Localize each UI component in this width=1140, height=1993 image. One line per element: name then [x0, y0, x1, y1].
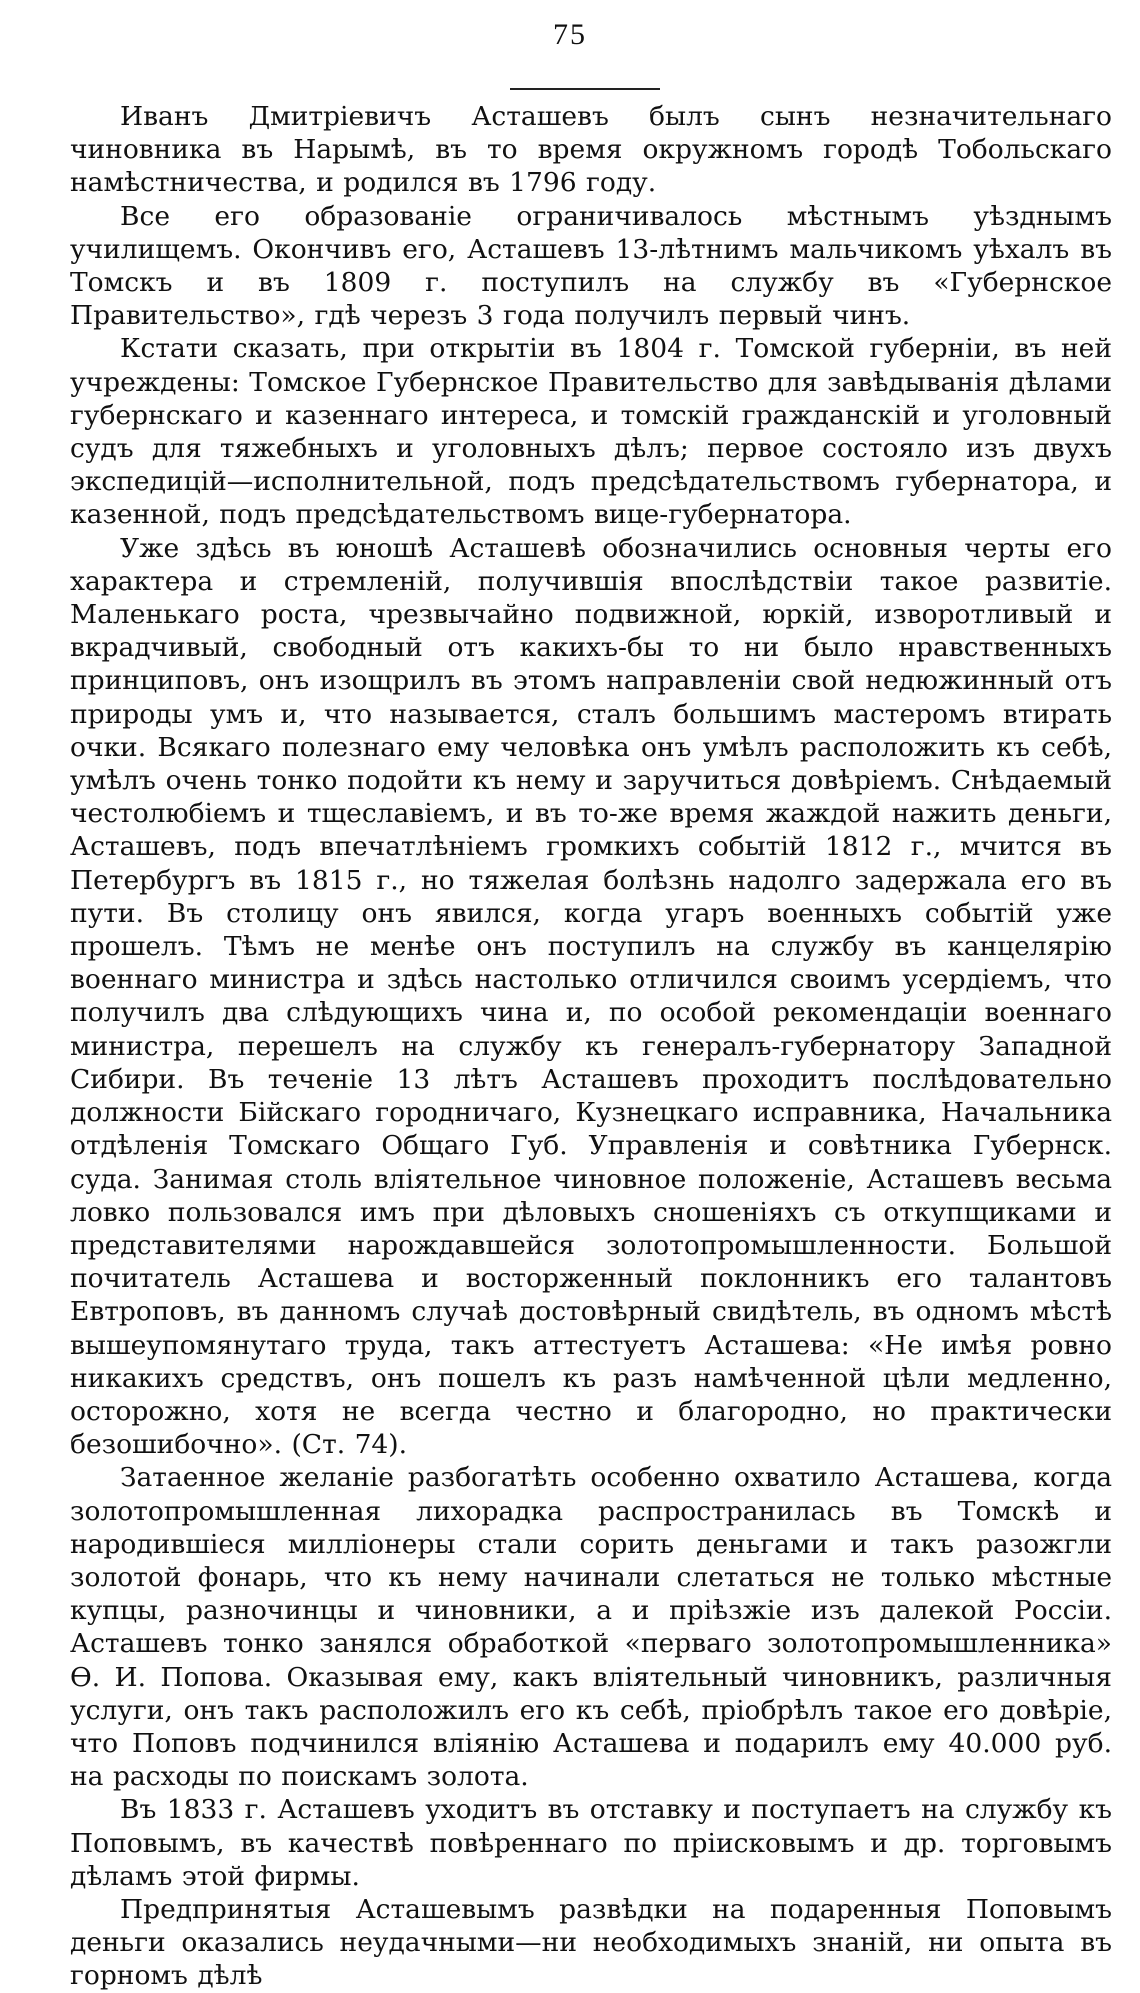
paragraph: Иванъ Дмитріевичъ Асташевъ былъ сынъ незначительнаго чиновника въ Нарымѣ, въ то время окружномъ городѣ Тобольскаго намѣстничества, и родился въ 1796 году. [70, 101, 1112, 199]
page-number: 75 [553, 18, 587, 51]
paragraph: Въ 1833 г. Асташевъ уходитъ въ отставку и поступаетъ на службу къ Поповымъ, въ качествѣ повѣреннаго по пріисковымъ и др. торговымъ дѣламъ этой фирмы. [70, 1794, 1112, 1892]
paragraph: Предпринятыя Асташевымъ развѣдки на подаренныя Поповымъ деньги оказались неудачными—ни необходимыхъ знаній, ни опыта въ горномъ дѣлѣ [70, 1893, 1112, 1992]
paragraph: Кстати сказать, при открытіи въ 1804 г. Томской губерніи, въ ней учреждены: Томское Губернское Правительство для завѣдыванія дѣлами губернскаго и казеннаго интереса, и томскій гражданскій и уголовный судъ для тяжебныхъ и уголовныхъ дѣлъ; первое состояло изъ двухъ экспедицій—исполнительной, подъ предсѣдательствомъ губернатора, и казенной, подъ предсѣдательствомъ вице-губернатора. [70, 333, 1112, 531]
page-number-rule [510, 88, 660, 90]
paragraph: Затаенное желаніе разбогатѣть особенно охватило Асташева, когда золотопромышленная лихорадка распространилась въ Томскѣ и народившіеся милліонеры стали сорить деньгами и такъ разожгли золотой фонарь, что къ нему начинали слетаться не только мѣстные купцы, разночинцы и чиновники, а и пріѣзжіе изъ далекой Россіи. Асташевъ тонко занялся обработкой «перваго золотопромышленника» Ѳ. И. Попова. Оказывая ему, какъ вліятельный чиновникъ, различныя услуги, онъ такъ расположилъ его къ себѣ, пріобрѣлъ такое его довѣріе, что Поповъ подчинился вліянію Асташева и подарилъ ему 40.000 руб. на расходы по поискамъ золота. [70, 1462, 1112, 1793]
paragraph: Все его образованіе ограничивалось мѣстнымъ уѣзднымъ училищемъ. Окончивъ его, Асташевъ 13-лѣтнимъ мальчикомъ уѣхалъ въ Томскъ и въ 1809 г. поступилъ на службу въ «Губернское Правительство», гдѣ черезъ 3 года получилъ первый чинъ. [70, 200, 1112, 332]
body-text [70, 100, 1112, 1993]
paragraph: Уже здѣсь въ юношѣ Асташевѣ обозначились основныя черты его характера и стремленій, получившія впослѣдствіи такое развитіе. Маленькаго роста, чрезвычайно подвижной, юркій, изворотливый и вкрадчивый, свободный отъ какихъ-бы то ни было нравственныхъ принциповъ, онъ изощрилъ въ этомъ направленіи свой недюжинный отъ природы умъ и, что называется, сталъ большимъ мастеромъ втирать очки. Всякаго полезнаго ему человѣка онъ умѣлъ расположить къ себѣ, умѣлъ очень тонко подойти къ нему и заручиться довѣріемъ. Снѣдаемый честолюбіемъ и тщеславіемъ, и въ то-же время жаждой нажить деньги, Асташевъ, подъ впечатлѣніемъ громкихъ событій 1812 г., мчится въ Петербургъ въ 1815 г., но тяжелая болѣзнь надолго задержала его въ пути. Въ столицу онъ явился, когда угаръ военныхъ событій уже прошелъ. Тѣмъ не менѣе онъ поступилъ на службу въ канцелярію военнаго министра и здѣсь настолько отличился своимъ усердіемъ, что получилъ два слѣдующихъ чина и, по особой рекомендаціи военнаго министра, перешелъ на службу къ генералъ-губернатору Западной Сибири. Въ теченіе 13 лѣтъ Асташевъ проходитъ послѣдовательно должности Бійскаго городничаго, Кузнецкаго исправника, Начальника отдѣленія Томскаго Общаго Губ. Управленія и совѣтника Губернск. суда. Занимая столь вліятельное чиновное положеніе, Асташевъ весьма ловко пользовался имъ при дѣловыхъ сношеніяхъ съ откупщиками и представителями нарождавшейся золотопромышленности. Большой почитатель Асташева и восторженный поклонникъ его талантовъ Евтроповъ, въ данномъ случаѣ достовѣрный свидѣтель, въ одномъ мѣстѣ вышеупомянутаго труда, такъ аттестуетъ Асташева: «Не имѣя ровно никакихъ средствъ, онъ пошелъ къ разъ намѣченной цѣли медленно, осторожно, хотя не всегда честно и благородно, но практически безошибочно». (Ст. 74). [70, 532, 1112, 1461]
